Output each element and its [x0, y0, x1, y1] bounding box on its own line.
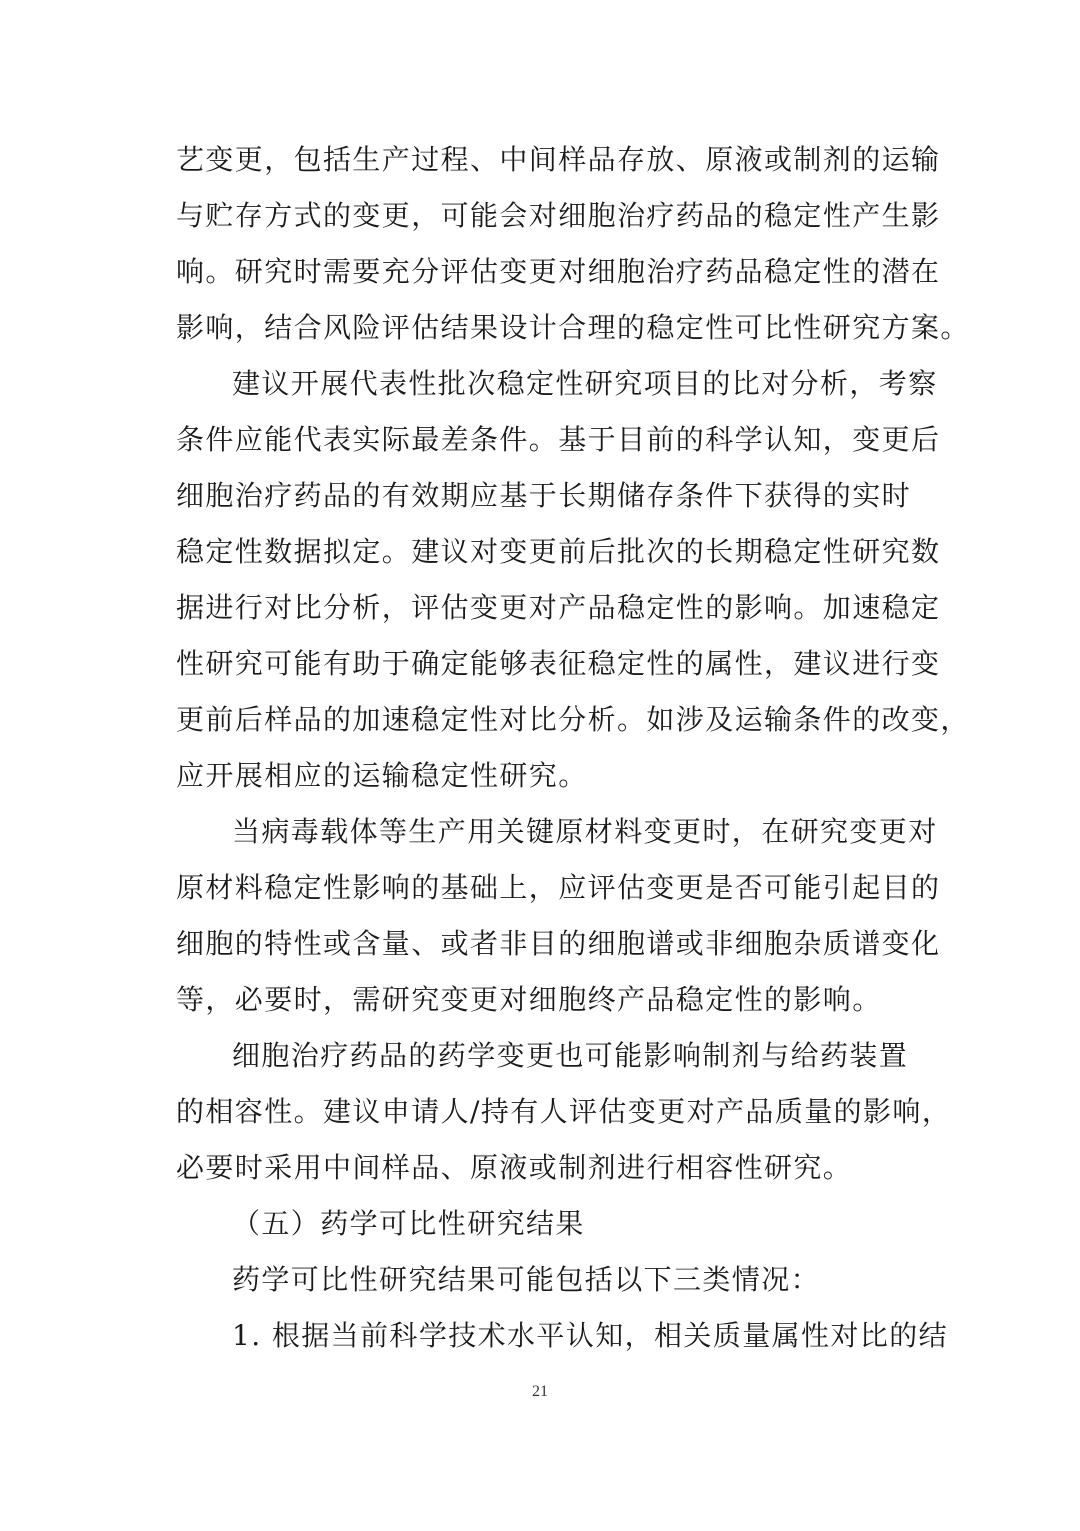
- paragraph-start-line: 细胞治疗药品的药学变更也可能影响制剂与给药装置: [232, 1039, 909, 1072]
- text-line: 细胞的特性或含量、或者非目的细胞谱或非细胞杂质谱变化: [176, 927, 941, 960]
- paragraph-start-line: 建议开展代表性批次稳定性研究项目的比对分析，考察: [232, 367, 938, 400]
- text-line: 艺变更，包括生产过程、中间样品存放、原液或制剂的运输: [176, 143, 941, 176]
- page-number: 21: [532, 1383, 548, 1400]
- text-line: 与贮存方式的变更，可能会对细胞治疗药品的稳定性产生影: [176, 199, 941, 232]
- text-line: 等，必要时，需研究变更对细胞终产品稳定性的影响。: [176, 983, 882, 1016]
- text-line: 影响，结合风险评估结果设计合理的稳定性可比性研究方案。: [176, 311, 970, 344]
- text-line: 条件应能代表实际最差条件。基于目前的科学认知，变更后: [176, 423, 941, 456]
- text-line: 应开展相应的运输稳定性研究。: [176, 759, 588, 792]
- text-line: 性研究可能有助于确定能够表征稳定性的属性，建议进行变: [176, 647, 941, 680]
- section-heading: （五）药学可比性研究结果: [232, 1207, 585, 1240]
- text-line: 细胞治疗药品的有效期应基于长期储存条件下获得的实时: [176, 479, 912, 512]
- list-item-start-line: 1. 根据当前科学技术水平认知，相关质量属性对比的结: [232, 1319, 949, 1352]
- text-line: 响。研究时需要充分评估变更对细胞治疗药品稳定性的潜在: [176, 255, 941, 288]
- paragraph-start-line: 药学可比性研究结果可能包括以下三类情况：: [232, 1263, 821, 1296]
- paragraph-start-line: 当病毒载体等生产用关键原材料变更时，在研究变更对: [232, 815, 938, 848]
- text-line: 据进行对比分析，评估变更对产品稳定性的影响。加速稳定: [176, 591, 941, 624]
- text-line: 稳定性数据拟定。建议对变更前后批次的长期稳定性研究数: [176, 535, 941, 568]
- text-line: 必要时采用中间样品、原液或制剂进行相容性研究。: [176, 1151, 853, 1184]
- text-line: 原材料稳定性影响的基础上，应评估变更是否可能引起目的: [176, 871, 941, 904]
- text-line: 更前后样品的加速稳定性对比分析。如涉及运输条件的改变，: [176, 703, 970, 736]
- text-line: 的相容性。建议申请人/持有人评估变更对产品质量的影响，: [176, 1095, 952, 1128]
